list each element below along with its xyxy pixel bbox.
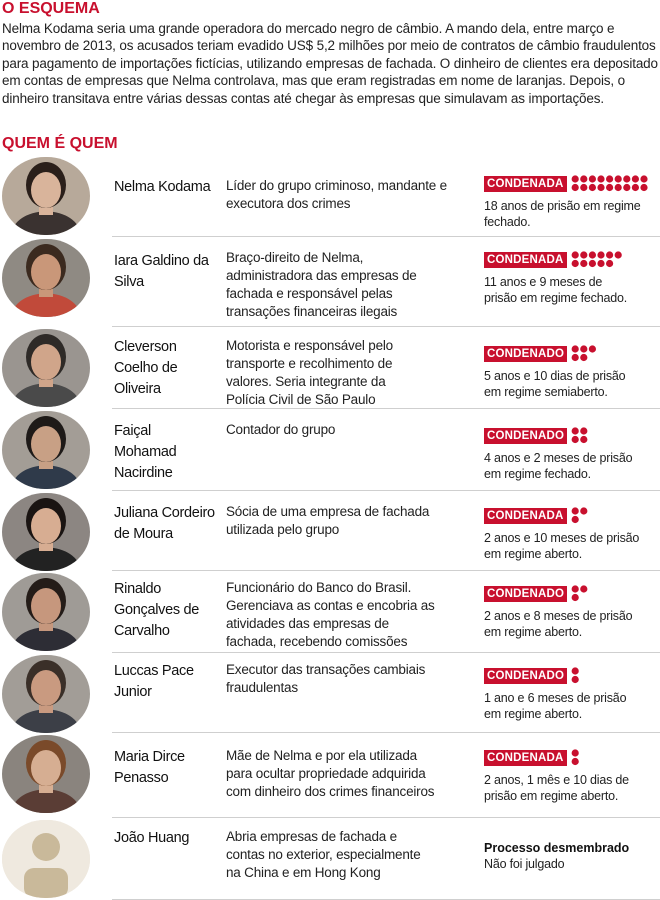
status-badge: CONDENADA (484, 508, 567, 524)
sentence-dot (580, 346, 587, 353)
person-row (0, 733, 660, 818)
sentence-dot (588, 252, 595, 259)
status-title: Processo desmembrado (484, 841, 630, 855)
person-photo (2, 157, 90, 235)
person-name: Faiçal Mohamad Nacirdine (114, 423, 177, 481)
sentence-dot (571, 176, 578, 183)
sentence-dot (614, 252, 621, 259)
person-role: Funcionário do Banco do Brasil. Gerenciava as contas e encobria as atividades das empresas de fachada, recebendo comissões (226, 580, 435, 649)
sentence-dot (580, 184, 587, 191)
status-block (484, 507, 660, 562)
sentence-dots (571, 345, 599, 362)
sentence-dot (597, 184, 604, 191)
portrait-face (31, 750, 61, 786)
person-photo (2, 493, 90, 571)
sentence-dot (614, 184, 621, 191)
sentence-text: 11 anos e 9 meses de prisão em regime fechado. (484, 275, 627, 305)
portrait-face (31, 508, 61, 544)
sentence-dot (614, 176, 621, 183)
sentence-dot (597, 176, 604, 183)
sentence-dot (640, 184, 647, 191)
sentence-dot (572, 586, 579, 593)
person-name: Juliana Cordeiro de Moura (114, 505, 215, 542)
sentence-text: 5 anos e 10 dias de prisão em regime semiaberto. (484, 369, 626, 399)
person-name: Cleverson Coelho de Oliveira (114, 339, 178, 397)
sentence-dot (580, 252, 587, 259)
person-name: Luccas Pace Junior (114, 663, 194, 700)
sentence-dot (580, 586, 587, 593)
person-row (0, 155, 660, 237)
sentence-dot (572, 428, 579, 435)
sentence-dot (580, 176, 587, 183)
sentence-dot (588, 184, 595, 191)
sentence-dot (571, 516, 578, 523)
sentence-dots (571, 251, 625, 268)
sentence-dots (571, 585, 591, 602)
sentence-text: Não foi julgado (484, 857, 565, 871)
sentence-text: 2 anos e 8 meses de prisão em regime aberto. (484, 609, 633, 639)
person-photo (2, 655, 90, 733)
person-role: Braço-direito de Nelma, administradora das empresas de fachada e responsável pelas transações financeiras ilegais (226, 250, 417, 319)
sentence-dot (571, 758, 578, 765)
sentence-dot (597, 252, 604, 259)
status-badge: CONDENADA (484, 750, 567, 766)
person-name: Nelma Kodama (114, 179, 211, 195)
sentence-dot (631, 184, 638, 191)
sentence-dot (631, 176, 638, 183)
sentence-dots (571, 175, 651, 192)
sentence-dot (640, 176, 647, 183)
person-name: Maria Dirce Penasso (114, 749, 185, 786)
sentence-dot (589, 346, 596, 353)
sentence-dot (623, 184, 630, 191)
person-row (0, 237, 660, 327)
sentence-dot (588, 176, 595, 183)
sentence-dot (572, 676, 579, 683)
portrait-face (31, 588, 61, 624)
sentence-dot (606, 184, 613, 191)
sentence-dot (580, 428, 587, 435)
sentence-dots (571, 427, 591, 444)
sentence-dot (580, 260, 587, 267)
person-row (0, 409, 660, 491)
status-block (484, 667, 660, 722)
sentence-dot (571, 508, 578, 515)
person-role: Sócia de uma empresa de fachada utilizada pelo grupo (226, 504, 430, 537)
sentence-text: 1 ano e 6 meses de prisão em regime aberto. (484, 691, 627, 721)
person-row (0, 491, 660, 571)
status-badge: CONDENADO (484, 586, 567, 602)
sentence-dot (588, 260, 595, 267)
sentence-dot (597, 260, 604, 267)
sentence-dot (580, 354, 587, 361)
status-badge: CONDENADO (484, 428, 567, 444)
status-badge: CONDENADO (484, 346, 567, 362)
sentence-dot (606, 260, 613, 267)
sentence-text: 2 anos, 1 mês e 10 dias de prisão em regime aberto. (484, 773, 629, 803)
person-name: Rinaldo Gonçalves de Carvalho (114, 581, 200, 639)
person-role: Motorista e responsável pelo transporte e recolhimento de valores. Seria integrante da Polícia Civil de São Paulo (226, 338, 393, 407)
section-title-quem-e-quem: QUEM É QUEM (2, 135, 118, 152)
sentence-dots (571, 667, 582, 684)
sentence-dot (571, 260, 578, 267)
person-role: Abria empresas de fachada e contas no exterior, especialmente na China e em Hong Kong (226, 829, 421, 880)
portrait-face (31, 426, 61, 462)
person-photo (2, 820, 90, 898)
person-name: Iara Galdino da Silva (114, 253, 209, 290)
person-photo (2, 239, 90, 317)
placeholder-head-icon (32, 833, 60, 861)
sentence-dot (571, 252, 578, 259)
sentence-dot (623, 176, 630, 183)
sentence-dots (571, 749, 582, 766)
sentence-dot (571, 184, 578, 191)
status-block (484, 585, 660, 640)
status-block (484, 251, 660, 306)
sentence-text: 4 anos e 2 meses de prisão em regime fechado. (484, 451, 633, 481)
status-block (484, 840, 660, 872)
person-row (0, 653, 660, 733)
portrait-face (31, 254, 61, 290)
person-photo (2, 573, 90, 651)
sentence-text: 2 anos e 10 meses de prisão em regime aberto. (484, 531, 640, 561)
status-badge: CONDENADA (484, 252, 567, 268)
sentence-dot (606, 176, 613, 183)
sentence-dot (572, 346, 579, 353)
status-block (484, 345, 660, 400)
person-row (0, 571, 660, 653)
section-title-esquema: O ESQUEMA (2, 0, 100, 17)
sentence-dot (572, 668, 579, 675)
status-block (484, 427, 660, 482)
sentence-dot (572, 594, 579, 601)
portrait-face (31, 344, 61, 380)
person-name: João Huang (114, 830, 190, 846)
status-block (484, 175, 660, 230)
person-role: Contador do grupo (226, 422, 336, 437)
person-role: Líder do grupo criminoso, mandante e executora dos crimes (226, 178, 447, 211)
person-photo (2, 411, 90, 489)
person-role: Mãe de Nelma e por ela utilizada para ocultar propriedade adquirida com dinheiro dos crimes financeiros (226, 748, 435, 799)
people-list (0, 155, 660, 900)
person-row (0, 818, 660, 900)
status-badge: CONDENADO (484, 668, 567, 684)
placeholder-body-icon (24, 868, 68, 898)
sentence-dot (571, 750, 578, 757)
sentence-dot (572, 354, 579, 361)
status-badge: CONDENADA (484, 176, 567, 192)
sentence-text: 18 anos de prisão em regime fechado. (484, 199, 641, 229)
sentence-dot (572, 436, 579, 443)
sentence-dot (580, 436, 587, 443)
person-role: Executor das transações cambiais fraudulentas (226, 662, 426, 695)
portrait-face (31, 670, 61, 706)
status-block (484, 749, 660, 804)
person-photo (2, 329, 90, 407)
intro-paragraph: Nelma Kodama seria uma grande operadora do mercado negro de câmbio. A mando dela, entre março e novembro de 2013, os acusados teriam evadido US$ 5,2 milhões por meio de contratos de câmbio fraudulentos para pagamento de importações fictícias, utilizando empresas de fachada. O dinheiro de clientes era depositado em contas de empresas que Nelma controlava, mas que eram registradas em nome de laranjas. Depois, o dinheiro transitava entre várias dessas contas até chegar às empresas que simulavam as importações. (2, 21, 658, 106)
person-row (0, 327, 660, 409)
sentence-dots (571, 507, 591, 524)
sentence-dot (606, 252, 613, 259)
sentence-dot (580, 508, 587, 515)
person-photo (2, 735, 90, 813)
portrait-face (31, 172, 61, 208)
